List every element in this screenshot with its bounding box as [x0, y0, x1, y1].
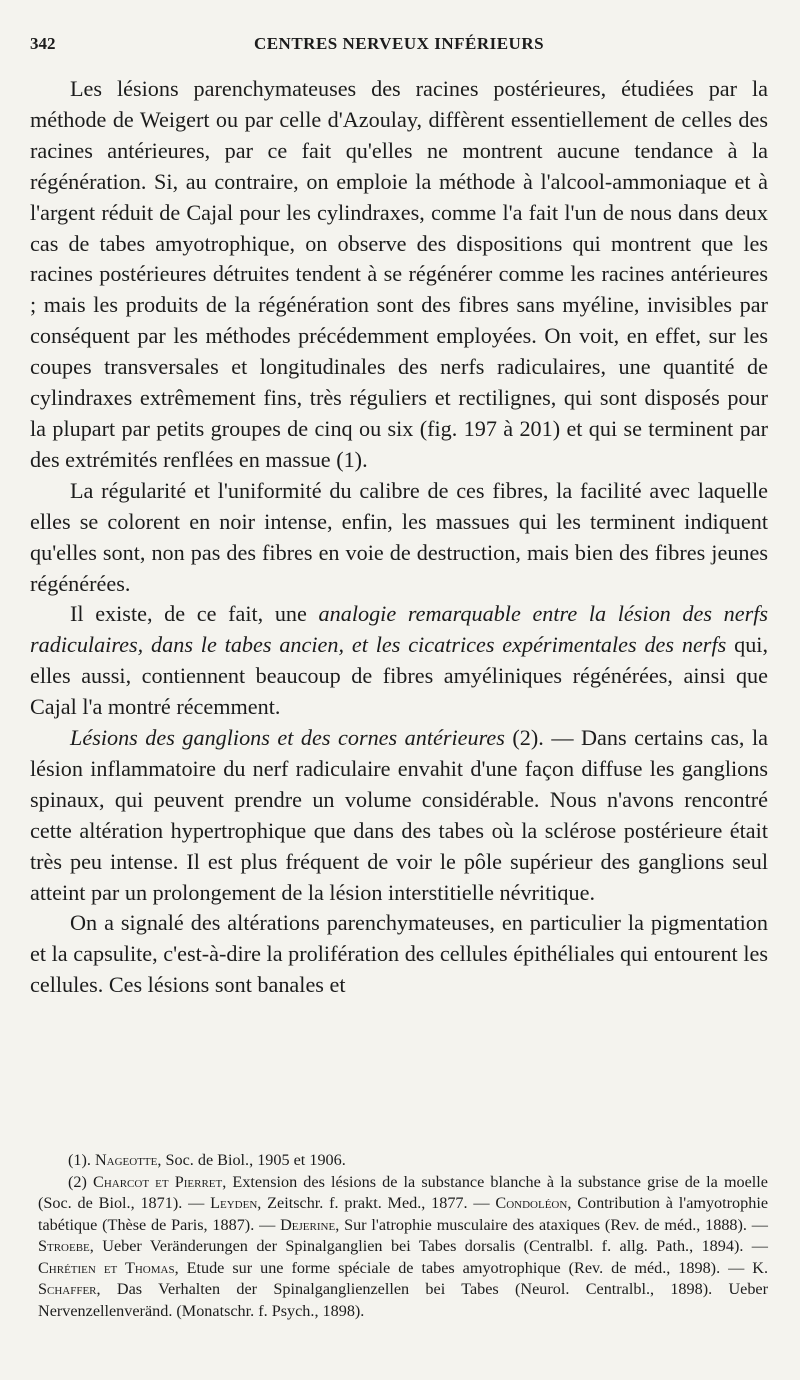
footnote-2-author-1: Charcot et Pierret — [93, 1172, 223, 1191]
footnote-2-text-1: , Extension des lésions de la substance blanche à la substance grise de la moelle (Soc. de Biol., 1871). — — [38, 1172, 768, 1212]
body-text — [30, 74, 768, 1001]
footnote-2-number: (2) — [68, 1172, 87, 1191]
paragraph-5: On a signalé des altérations parenchymateuses, en particulier la pigmentation et la capsulite, c'est-à-dire la prolifération des cellules épithéliales qui entourent les cellules. Ces lésions sont banales et — [30, 910, 768, 998]
footnote-2-author-3: Condoléon — [495, 1194, 568, 1212]
footnote-2-author-7: K. Schaffer — [38, 1258, 769, 1298]
paragraph-4-text: (2). — Dans certains cas, la lésion inflammatoire du nerf radiculaire envahit d'une façon diffuse les ganglions spinaux, qui peuvent prendre un volume considérable. Nous n'avons rencontré cette altération hypertrophique que dans des tabes où la sclérose postérieure était très peu intense. Il est plus fréquent de voir le pôle supérieur des ganglions seul atteint par un prolongement de la lésion interstitielle névritique. — [30, 725, 768, 905]
footnote-2-author-4: Dejerine — [280, 1215, 336, 1234]
paragraph-3-emphasis: analogie remarquable entre la lésion des nerfs radiculaires, dans le tabes ancien, et les cicatrices expérimentales des nerfs — [30, 601, 769, 658]
footnote-1 — [38, 1150, 768, 1172]
paragraph-3 — [30, 599, 768, 723]
footnote-2-author-2: Leyden — [210, 1194, 258, 1212]
running-head: CENTRES NERVEUX INFÉRIEURS — [253, 34, 545, 53]
footnote-2-text-5: , Ueber Veränderungen der Spinalganglien bei Tabes dorsalis (Centralbl. f. allg. Path., 1894). — — [89, 1237, 768, 1255]
footnote-2-author-5: Stroebe — [38, 1237, 90, 1255]
footnote-2 — [38, 1172, 768, 1323]
footnote-2-text-4: , Sur l'atrophie musculaire des ataxiques (Rev. de méd., 1888). — — [335, 1215, 768, 1234]
footnote-1-text: , Soc. de Biol., 1905 et 1906. — [157, 1151, 346, 1169]
footnote-2-author-6: Chrétien et Thomas — [38, 1258, 175, 1277]
page-header — [30, 30, 768, 64]
paragraph-3-start: Il existe, de ce fait, une — [70, 601, 319, 627]
footnotes — [38, 1150, 768, 1322]
page-number: 342 — [30, 34, 56, 53]
footnote-1-author: Nageotte — [94, 1151, 158, 1169]
footnote-2-text-3: , Contribution à l'amyotrophie tabétique (Thèse de Paris, 1887). — — [38, 1194, 769, 1234]
paragraph-3-end: qui, elles aussi, contiennent beaucoup de fibres amyéliniques régénérées, ainsi que Cajal l'a montré récemment. — [30, 632, 768, 720]
footnote-2-text-6: , Etude sur une forme spéciale de tabes amyotrophique (Rev. de méd., 1898). — — [174, 1258, 753, 1277]
section-heading-ganglions: Lésions des ganglions et des cornes antérieures — [70, 725, 505, 751]
footnote-1-number: (1). — [68, 1151, 91, 1169]
paragraph-1: Les lésions parenchymateuses des racines postérieures, étudiées par la méthode de Weigert ou par celle d'Azoulay, diffèrent essentiellement de celles des racines antérieures, par ce fait qu'elles ne montrent aucune tendance à la régénération. Si, au contraire, on emploie la méthode à l'alcool-ammoniaque et à l'argent réduit de Cajal pour les cylindraxes, comme l'a fait l'un de nous dans deux cas de tabes amyotrophique, on observe des dispositions qui montrent que les racines postérieures détruites tendent à se régénérer comme les racines antérieures ; mais les produits de la régénération sont des fibres sans myéline, invisibles par conséquent par les méthodes précédemment employées. On voit, en effet, sur les coupes transversales et longitudinales des nerfs radiculaires, une quantité de cylindraxes extrêmement fins, très réguliers et rectilignes, qui sont disposés pour la plupart par petits groupes de cinq ou six (fig. 197 à 201) et qui se terminent par des extrémités renflées en massue (1). — [30, 76, 768, 472]
footnote-2-text-2: , Zeitschr. f. prakt. Med., 1877. — — [257, 1194, 496, 1212]
footnote-2-text-7: , Das Verhalten der Spinalganglienzellen bei Tabes (Neurol. Centralbl., 1898). Ueber Nervenzellenveränd. (Monatschr. f. Psych., 1898). — [38, 1280, 768, 1320]
paragraph-2: La régularité et l'uniformité du calibre de ces fibres, la facilité avec laquelle elles se colorent en noir intense, enfin, les massues qui les terminent indiquent qu'elles sont, non pas des fibres en voie de destruction, mais bien des fibres jeunes régénérées. — [30, 477, 768, 596]
paragraph-4 — [30, 723, 768, 908]
